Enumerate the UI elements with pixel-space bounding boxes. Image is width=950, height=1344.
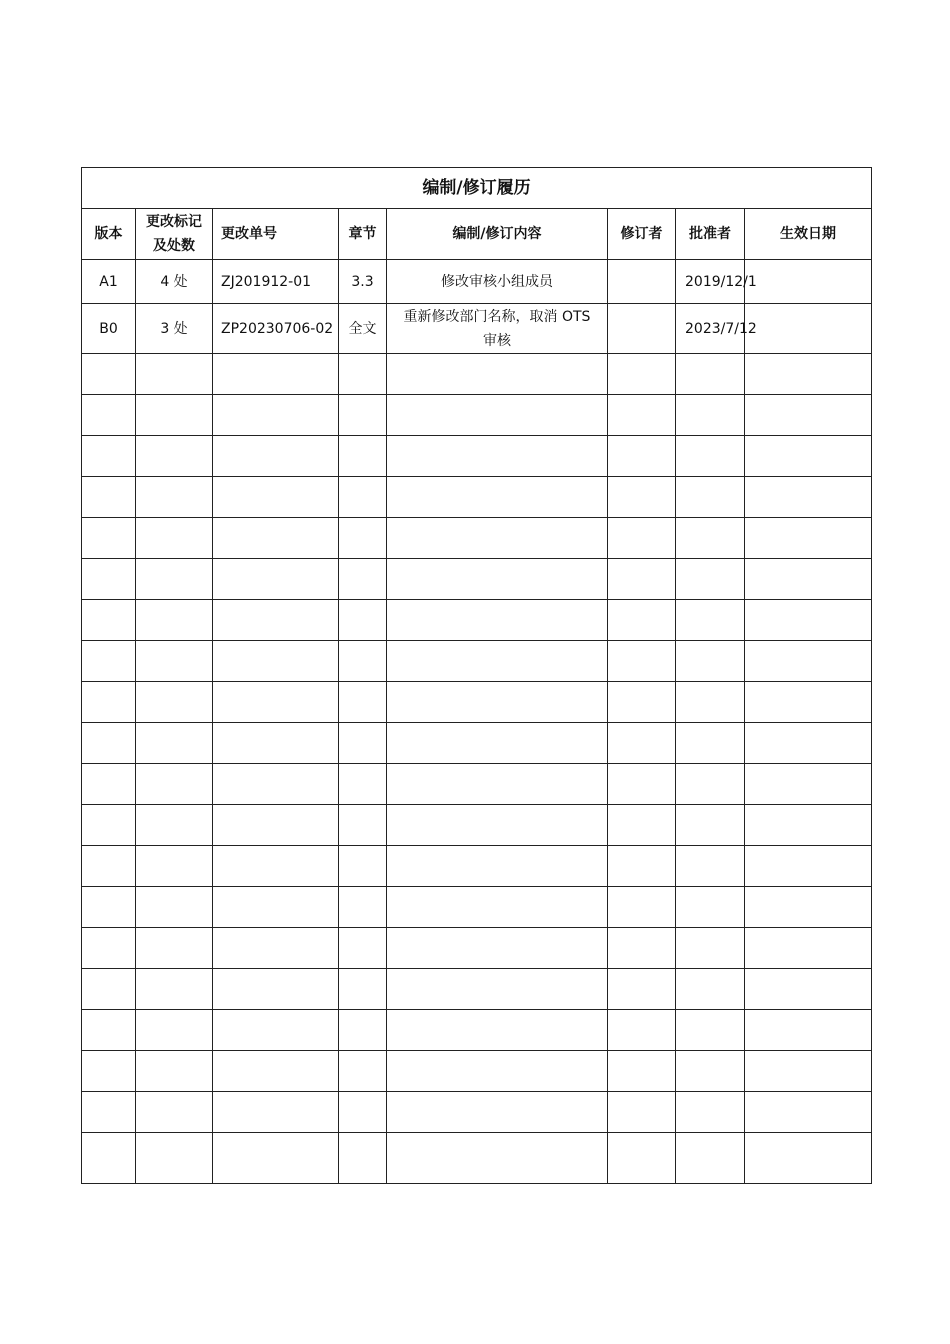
empty-table-row: [82, 928, 872, 969]
empty-cell: [745, 395, 872, 436]
empty-cell: [82, 805, 136, 846]
empty-cell: [213, 1133, 339, 1184]
empty-cell: [82, 846, 136, 887]
empty-cell: [676, 805, 745, 846]
empty-cell: [676, 395, 745, 436]
cell-change-no: ZJ201912-01: [213, 260, 339, 304]
empty-cell: [339, 723, 387, 764]
empty-table-row: [82, 559, 872, 600]
empty-cell: [213, 723, 339, 764]
empty-cell: [82, 682, 136, 723]
cell-reviser: [608, 304, 676, 354]
cell-content: 重新修改部门名称，取消 OTS 审核: [387, 304, 608, 354]
empty-table-row: [82, 518, 872, 559]
empty-cell: [82, 436, 136, 477]
col-header-version: 版本: [82, 209, 136, 260]
empty-cell: [676, 887, 745, 928]
empty-cell: [339, 1133, 387, 1184]
empty-table-row: [82, 682, 872, 723]
empty-cell: [745, 518, 872, 559]
table-row: [82, 304, 872, 354]
empty-cell: [82, 354, 136, 395]
empty-cell: [136, 805, 213, 846]
empty-cell: [676, 969, 745, 1010]
empty-cell: [608, 518, 676, 559]
empty-cell: [339, 518, 387, 559]
empty-cell: [339, 395, 387, 436]
empty-cell: [745, 887, 872, 928]
empty-cell: [339, 928, 387, 969]
empty-cell: [82, 928, 136, 969]
empty-cell: [745, 436, 872, 477]
empty-cell: [745, 682, 872, 723]
empty-cell: [676, 477, 745, 518]
empty-cell: [339, 805, 387, 846]
header-row: [82, 209, 872, 260]
empty-cell: [676, 764, 745, 805]
cell-change-mark: 3 处: [136, 304, 213, 354]
empty-cell: [213, 805, 339, 846]
empty-cell: [608, 1133, 676, 1184]
empty-cell: [608, 764, 676, 805]
empty-table-row: [82, 395, 872, 436]
empty-table-row: [82, 887, 872, 928]
cell-approver: 2023/7/12: [676, 304, 745, 354]
empty-cell: [745, 928, 872, 969]
empty-cell: [82, 600, 136, 641]
empty-cell: [676, 436, 745, 477]
empty-cell: [676, 641, 745, 682]
empty-cell: [82, 969, 136, 1010]
empty-cell: [136, 764, 213, 805]
empty-cell: [745, 969, 872, 1010]
empty-cell: [136, 477, 213, 518]
cell-change-no: ZP20230706-02: [213, 304, 339, 354]
empty-cell: [136, 518, 213, 559]
empty-table-row: [82, 1051, 872, 1092]
empty-cell: [339, 682, 387, 723]
empty-cell: [136, 887, 213, 928]
col-header-effective-date: 生效日期: [745, 209, 872, 260]
empty-cell: [387, 600, 608, 641]
empty-cell: [136, 1051, 213, 1092]
empty-cell: [676, 1133, 745, 1184]
empty-cell: [387, 559, 608, 600]
cell-effective-date: [745, 260, 872, 304]
empty-cell: [608, 1051, 676, 1092]
empty-cell: [136, 641, 213, 682]
empty-cell: [136, 1010, 213, 1051]
empty-cell: [608, 600, 676, 641]
empty-cell: [136, 928, 213, 969]
empty-cell: [608, 805, 676, 846]
empty-cell: [387, 887, 608, 928]
empty-cell: [136, 395, 213, 436]
empty-cell: [339, 559, 387, 600]
empty-cell: [387, 1010, 608, 1051]
empty-cell: [387, 641, 608, 682]
empty-cell: [745, 1092, 872, 1133]
empty-cell: [676, 600, 745, 641]
empty-table-row: [82, 1010, 872, 1051]
empty-cell: [745, 1133, 872, 1184]
empty-cell: [387, 969, 608, 1010]
empty-cell: [213, 1092, 339, 1133]
empty-cell: [213, 1010, 339, 1051]
empty-cell: [82, 1133, 136, 1184]
empty-cell: [136, 682, 213, 723]
cell-version: A1: [82, 260, 136, 304]
empty-cell: [213, 518, 339, 559]
empty-cell: [608, 1092, 676, 1133]
empty-cell: [339, 1092, 387, 1133]
empty-cell: [608, 969, 676, 1010]
empty-cell: [213, 682, 339, 723]
empty-table-row: [82, 805, 872, 846]
empty-cell: [136, 436, 213, 477]
empty-cell: [213, 559, 339, 600]
empty-cell: [82, 1092, 136, 1133]
empty-cell: [82, 477, 136, 518]
empty-cell: [387, 1051, 608, 1092]
empty-cell: [745, 641, 872, 682]
cell-version: B0: [82, 304, 136, 354]
empty-table-row: [82, 600, 872, 641]
empty-cell: [339, 477, 387, 518]
empty-cell: [213, 477, 339, 518]
empty-cell: [745, 559, 872, 600]
empty-cell: [745, 805, 872, 846]
empty-cell: [387, 477, 608, 518]
empty-cell: [339, 354, 387, 395]
empty-cell: [387, 436, 608, 477]
empty-cell: [82, 518, 136, 559]
empty-cell: [608, 1010, 676, 1051]
empty-cell: [608, 436, 676, 477]
empty-table-row: [82, 723, 872, 764]
col-header-approver: 批准者: [676, 209, 745, 260]
empty-cell: [82, 641, 136, 682]
empty-cell: [676, 518, 745, 559]
empty-cell: [745, 764, 872, 805]
empty-cell: [608, 846, 676, 887]
col-header-reviser: 修订者: [608, 209, 676, 260]
empty-cell: [339, 641, 387, 682]
cell-effective-date: [745, 304, 872, 354]
empty-cell: [608, 928, 676, 969]
empty-cell: [136, 354, 213, 395]
empty-cell: [745, 846, 872, 887]
empty-cell: [213, 969, 339, 1010]
col-header-change-mark-line1: 更改标记: [146, 214, 202, 230]
cell-change-mark: 4 处: [136, 260, 213, 304]
empty-cell: [339, 1010, 387, 1051]
empty-cell: [82, 1010, 136, 1051]
empty-cell: [213, 928, 339, 969]
cell-section: 全文: [339, 304, 387, 354]
empty-cell: [745, 600, 872, 641]
empty-cell: [387, 846, 608, 887]
empty-cell: [339, 887, 387, 928]
empty-cell: [676, 559, 745, 600]
empty-cell: [339, 969, 387, 1010]
empty-cell: [387, 805, 608, 846]
empty-cell: [82, 559, 136, 600]
empty-cell: [608, 887, 676, 928]
empty-cell: [387, 1133, 608, 1184]
empty-cell: [387, 682, 608, 723]
empty-table-row: [82, 436, 872, 477]
empty-cell: [608, 682, 676, 723]
empty-cell: [136, 559, 213, 600]
cell-content: 修改审核小组成员: [387, 260, 608, 304]
col-header-change-mark-line2: 及处数: [153, 238, 195, 254]
empty-cell: [339, 600, 387, 641]
empty-cell: [339, 846, 387, 887]
empty-cell: [676, 1051, 745, 1092]
empty-cell: [213, 641, 339, 682]
col-header-section: 章节: [339, 209, 387, 260]
empty-cell: [213, 354, 339, 395]
empty-cell: [136, 846, 213, 887]
table-title: 编制/修订履历: [82, 168, 872, 209]
empty-cell: [745, 354, 872, 395]
empty-cell: [676, 723, 745, 764]
empty-cell: [745, 477, 872, 518]
empty-cell: [745, 1051, 872, 1092]
empty-cell: [136, 1092, 213, 1133]
empty-cell: [136, 723, 213, 764]
empty-cell: [82, 395, 136, 436]
empty-cell: [136, 600, 213, 641]
empty-cell: [387, 518, 608, 559]
empty-cell: [213, 436, 339, 477]
empty-cell: [387, 395, 608, 436]
empty-cell: [339, 1051, 387, 1092]
empty-cell: [387, 928, 608, 969]
empty-cell: [608, 641, 676, 682]
empty-cell: [82, 723, 136, 764]
empty-cell: [676, 1092, 745, 1133]
empty-cell: [213, 764, 339, 805]
empty-table-row: [82, 354, 872, 395]
revision-history-table: [81, 167, 872, 1184]
empty-cell: [676, 928, 745, 969]
empty-cell: [745, 1010, 872, 1051]
empty-cell: [213, 395, 339, 436]
empty-cell: [339, 764, 387, 805]
empty-cell: [82, 1051, 136, 1092]
empty-table-row: [82, 1092, 872, 1133]
cell-section: 3.3: [339, 260, 387, 304]
empty-cell: [82, 764, 136, 805]
empty-cell: [213, 1051, 339, 1092]
col-header-change-mark: [136, 209, 213, 260]
empty-cell: [387, 354, 608, 395]
empty-cell: [608, 559, 676, 600]
empty-table-row: [82, 969, 872, 1010]
empty-table-row: [82, 477, 872, 518]
empty-cell: [387, 723, 608, 764]
empty-cell: [339, 436, 387, 477]
empty-cell: [676, 354, 745, 395]
table-row: [82, 260, 872, 304]
empty-cell: [676, 682, 745, 723]
empty-cell: [608, 354, 676, 395]
empty-cell: [136, 1133, 213, 1184]
empty-cell: [213, 846, 339, 887]
empty-cell: [82, 887, 136, 928]
empty-cell: [136, 969, 213, 1010]
cell-approver: 2019/12/1: [676, 260, 745, 304]
empty-cell: [745, 723, 872, 764]
empty-cell: [676, 846, 745, 887]
empty-table-row: [82, 846, 872, 887]
empty-table-row: [82, 1133, 872, 1184]
empty-cell: [387, 764, 608, 805]
empty-table-row: [82, 641, 872, 682]
empty-cell: [387, 1092, 608, 1133]
empty-cell: [608, 723, 676, 764]
empty-cell: [213, 887, 339, 928]
empty-cell: [213, 600, 339, 641]
empty-cell: [608, 477, 676, 518]
col-header-change-no: 更改单号: [213, 209, 339, 260]
empty-cell: [676, 1010, 745, 1051]
empty-cell: [608, 395, 676, 436]
empty-table-row: [82, 764, 872, 805]
cell-reviser: [608, 260, 676, 304]
col-header-content: 编制/修订内容: [387, 209, 608, 260]
